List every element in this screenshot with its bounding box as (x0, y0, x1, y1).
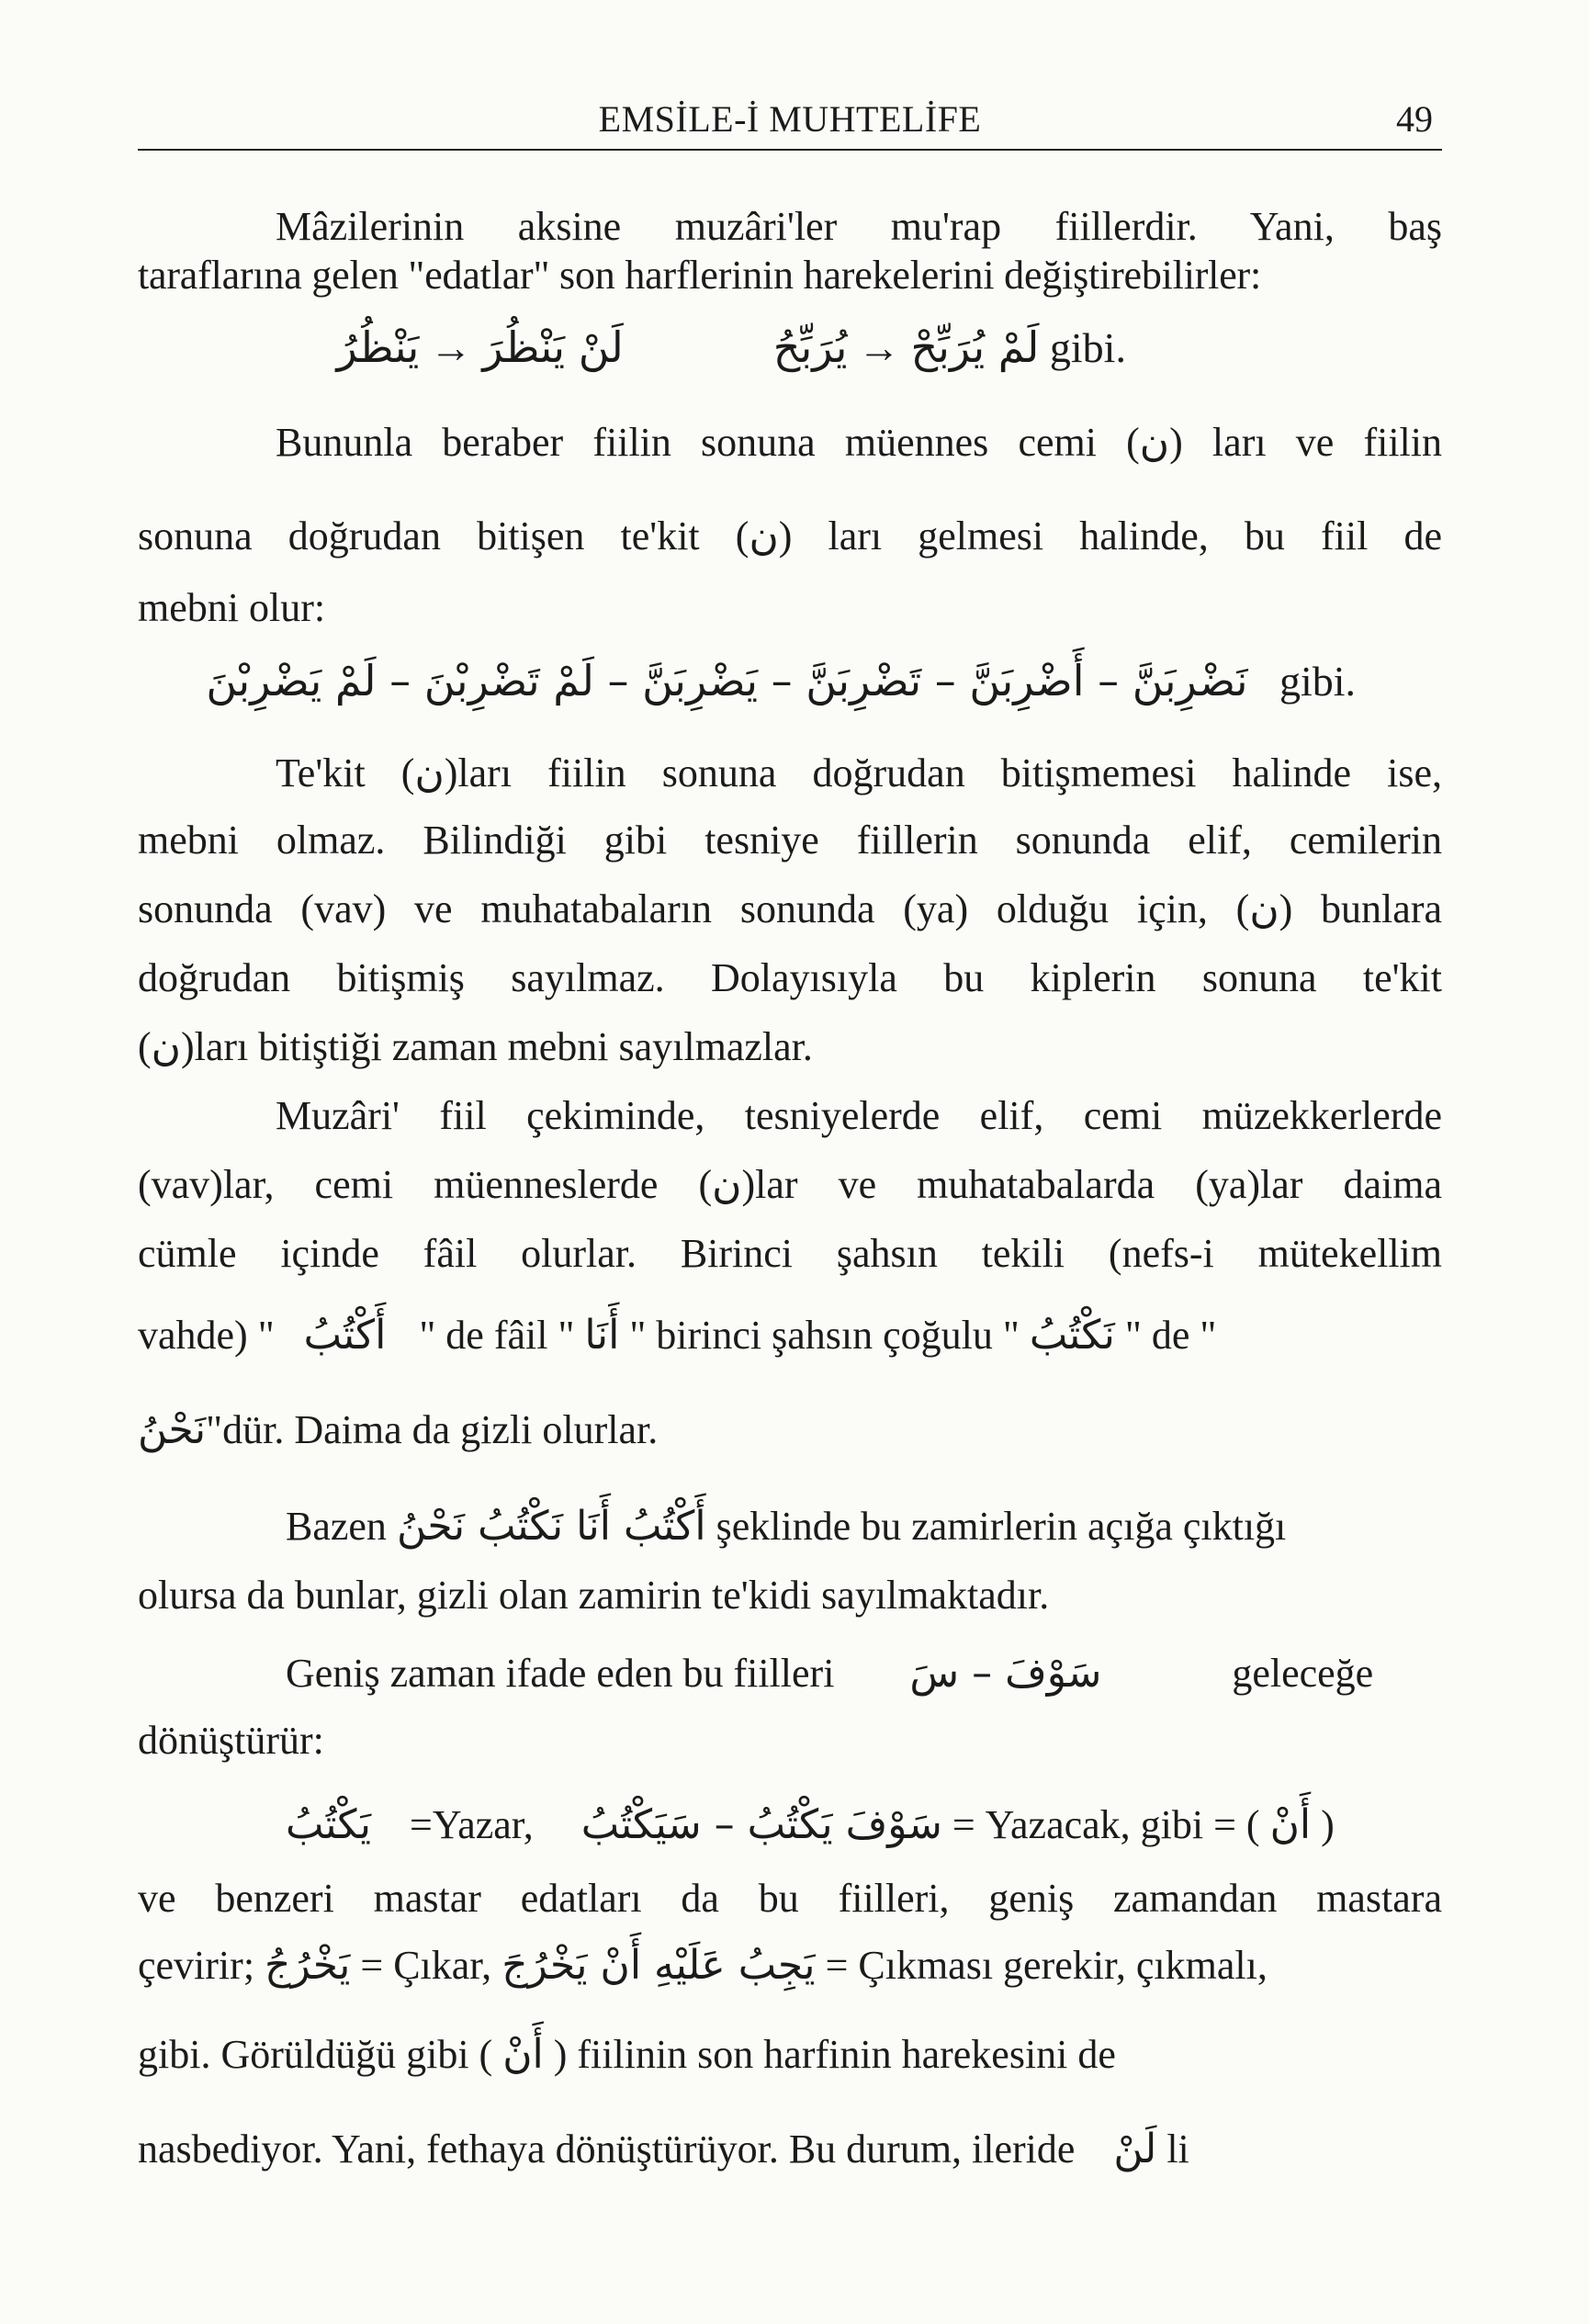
text-span: = Çıkar, (360, 1943, 492, 1988)
text-span: geleceğe (1232, 1651, 1374, 1696)
text-span: =Yazar, (410, 1802, 534, 1847)
text-line: Te'kit (ن)ları fiilin sonuna doğrudan bitişmemesi halinde ise, (276, 750, 1442, 795)
gibi-label: gibi. (1049, 324, 1126, 371)
text-line (138, 1503, 1442, 1550)
text-line (138, 2126, 1442, 2172)
text-span: ) fiilinin son harfinin harekesini de (553, 2032, 1116, 2077)
arabic-word: لَنْ (1113, 2126, 1157, 2172)
arabic-word: سَوْفَ – سَ (909, 1650, 1102, 1697)
arabic-word: أَنْ (502, 2031, 544, 2078)
arabic-word: نَكْتُبُ (1029, 1312, 1115, 1359)
arabic-word: أَكْتُبُ (303, 1312, 387, 1359)
text-line: sonunda (vav) ve muhatabaların sonunda (ya) olduğu için, (ن) bunlara (138, 886, 1442, 931)
arabic-word: يُرَبِّحُ (772, 322, 848, 372)
text-line: cümle içinde fâil olurlar. Birinci şahsın tekili (nefs-i mütekellim (138, 1231, 1442, 1276)
arabic-word: نَحْنُ (138, 1406, 207, 1453)
text-line (138, 1312, 1442, 1359)
text-span: "dür. Daima da gizli olurlar. (206, 1407, 659, 1452)
running-header (138, 92, 1442, 151)
arabic-conjugation: نَضْرِبَنَّ – أَضْرِبَنَّ – تَضْرِبَنَّ – يَضْرِبَنَّ – لَمْ تَضْرِبْنَ – لَمْ يَضْرِبْنَ (206, 656, 1248, 705)
text-span: Geniş zaman ifade eden bu fiilleri (286, 1651, 835, 1696)
text-line: taraflarına gelen "edatlar" son harflerinin harekelerini değiştirebilirler: (138, 253, 1262, 298)
gibi-label: gibi. (1279, 658, 1357, 705)
text-line: Bununla beraber fiilin sonuna müennes cemi (ن) ları ve fiilin (276, 420, 1442, 465)
text-span: Bazen (286, 1504, 387, 1549)
text-span: vahde) " (138, 1313, 275, 1358)
arrow: → (429, 324, 472, 371)
arabic-phrase: يَجِبُ عَلَيْهِ أَنْ يَخْرُجَ (501, 1942, 816, 1989)
text-line: mebni olmaz. Bilindiği gibi tesniye fiillerin sonunda elif, cemilerin (138, 818, 1442, 863)
text-line: ve benzeri mastar edatları da bu fiilleri, geniş zamandan mastara (138, 1876, 1442, 1921)
arabic-word: لَنْ يَنْظُرَ (482, 322, 624, 372)
arabic-example-line (138, 322, 1442, 372)
page-number: 49 (1396, 98, 1433, 140)
text-line (138, 1650, 1442, 1697)
text-line (138, 2031, 1442, 2078)
text-line: (vav)lar, cemi müenneslerde (ن)lar ve muhatabalarda (ya)lar daima (138, 1162, 1443, 1207)
text-line: mebni olur: (138, 585, 326, 630)
text-line: Mâzilerinin aksine muzâri'ler mu'rap fiillerdir. Yani, baş (276, 204, 1442, 249)
text-line (138, 1942, 1442, 1989)
text-span: çevirir; (138, 1943, 255, 1988)
text-line: olursa da bunlar, gizli olan zamirin te'kidi sayılmaktadır. (138, 1573, 1050, 1618)
arabic-phrase: أَكْتُبُ أَنَا نَكْتُبُ نَحْنُ (396, 1503, 706, 1550)
text-span: gibi. Görüldüğü gibi ( (138, 2032, 493, 2077)
arabic-word: يَنْظُرُ (336, 322, 420, 372)
text-line: sonuna doğrudan bitişen te'kit (ن) ları gelmesi halinde, bu fiil de (138, 513, 1442, 558)
arabic-word: أَنْ (1269, 1801, 1312, 1848)
text-line (138, 1801, 1442, 1848)
text-span: nasbediyor. Yani, fethaya dönüştürüyor. Bu durum, ileride (138, 2127, 1076, 2172)
arabic-phrase: سَوْفَ يَكْتُبُ – سَيَكْتُبُ (580, 1801, 942, 1848)
text-line: doğrudan bitişmiş sayılmaz. Dolayısıyla bu kiplerin sonuna te'kit (138, 955, 1442, 1000)
text-span: şeklinde bu zamirlerin açığa çıktığı (716, 1504, 1287, 1549)
arabic-word: لَمْ يُرَبِّحْ (910, 322, 1040, 372)
text-line: (ن)ları bitiştiği zaman mebni sayılmazlar. (138, 1024, 813, 1069)
text-span: = Yazacak, gibi = ( (952, 1802, 1260, 1847)
arabic-word: يَخْرُجُ (265, 1942, 351, 1989)
text-span: " de fâil " (419, 1313, 575, 1358)
arabic-word: يَكْتُبُ (286, 1801, 372, 1848)
text-span: = Çıkması gerekir, çıkmalı, (825, 1943, 1268, 1988)
running-title: EMSİLE-İ MUHTELİFE (598, 98, 982, 140)
text-span: " de " (1124, 1313, 1217, 1358)
text-line: Muzâri' fiil çekiminde, tesniyelerde elif, cemi müzekkerlerde (276, 1093, 1442, 1138)
text-span: " birinci şahsın çoğulu " (629, 1313, 1020, 1358)
arabic-word: أَنَا (584, 1312, 620, 1359)
arabic-example-line (138, 656, 1442, 705)
text-line: dönüştürür: (138, 1718, 324, 1763)
text-span: li (1166, 2127, 1189, 2172)
arrow: → (857, 324, 900, 371)
text-line (138, 1406, 1442, 1453)
text-span: ) (1321, 1802, 1335, 1847)
